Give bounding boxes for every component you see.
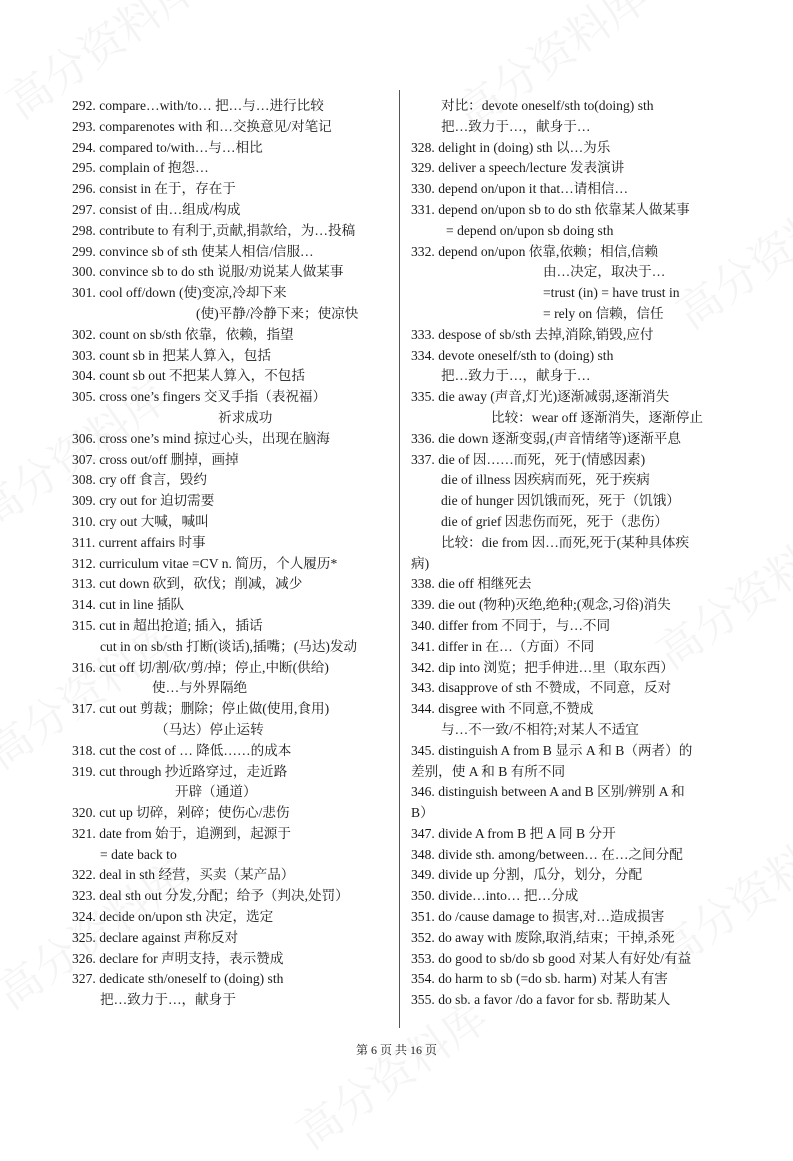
entry-line: 332. depend on/upon 依靠,依赖；相信,信赖 bbox=[411, 243, 658, 259]
entry-line: 335. die away (声音,灯光)逐渐减弱,逐渐消失 bbox=[411, 389, 670, 405]
column-divider bbox=[399, 90, 400, 1028]
entry-line: 323. deal sth out 分发,分配；给予（判决,处罚） bbox=[72, 888, 349, 904]
entry-line: die of hunger 因饥饿而死，死于（饥饿） bbox=[441, 493, 680, 509]
entry-line: 299. convince sb of sth 使某人相信/信服… bbox=[72, 243, 314, 259]
left-column bbox=[72, 96, 392, 1011]
entry-line: = date back to bbox=[100, 846, 177, 862]
entry-line: 311. current affairs 时事 bbox=[72, 534, 206, 550]
entry-line: 病) bbox=[411, 555, 430, 571]
entry-line: 309. cry out for 迫切需要 bbox=[72, 493, 215, 509]
entry-line: 把…致力于…，献身于 bbox=[100, 992, 236, 1008]
entry-line: 319. cut through 抄近路穿过，走近路 bbox=[72, 763, 288, 779]
entry-line: 比较：die from 因…而死,死于(某种具体疾 bbox=[441, 534, 690, 550]
entry-line: 304. count sb out 不把某人算入，不包括 bbox=[72, 368, 305, 384]
entry-line: 310. cry out 大喊，喊叫 bbox=[72, 513, 209, 529]
entry-line: 301. cool off/down (使)变凉,冷却下来 bbox=[72, 285, 287, 301]
entry-line: = rely on 信赖，信任 bbox=[543, 305, 664, 321]
entry-line: die of illness 因疾病而死，死于疾病 bbox=[441, 472, 650, 488]
entry-line: 344. disgree with 不同意,不赞成 bbox=[411, 701, 594, 717]
entry-line: 开辟（通道） bbox=[175, 784, 257, 800]
entry-line: 313. cut down 砍到，砍伐；削减，减少 bbox=[72, 576, 303, 592]
entry-line: 297. consist of 由…组成/构成 bbox=[72, 201, 241, 217]
entry-line: 326. declare for 声明支持，表示赞成 bbox=[72, 950, 284, 966]
entry-line: 342. dip into 浏览；把手伸进…里（取东西） bbox=[411, 659, 674, 675]
right-column bbox=[411, 96, 751, 1011]
entry-line: (使)平静/冷静下来；使凉快 bbox=[196, 305, 359, 321]
entry-line: 341. differ in 在…（方面）不同 bbox=[411, 638, 595, 654]
entry-line: 差别，使 A 和 B 有所不同 bbox=[411, 763, 566, 779]
entry-line: 由…决定，取决于… bbox=[543, 264, 666, 280]
entry-line: 338. die off 相继死去 bbox=[411, 576, 532, 592]
entry-line: 324. decide on/upon sth 决定，选定 bbox=[72, 909, 274, 925]
entry-line: 315. cut in 超出抢道; 插入，插话 bbox=[72, 617, 263, 633]
entry-line: 305. cross one’s fingers 交叉手指（表祝福） bbox=[72, 389, 327, 405]
entry-line: 351. do /cause damage to 损害,对…造成损害 bbox=[411, 909, 665, 925]
entry-line: 与…不一致/不相符;对某人不适宜 bbox=[441, 721, 639, 737]
entry-line: 348. divide sth. among/between… 在…之间分配 bbox=[411, 846, 683, 862]
entry-line: =trust (in) = have trust in bbox=[543, 285, 680, 301]
entry-line: 334. devote oneself/sth to (doing) sth bbox=[411, 347, 614, 363]
entry-line: 314. cut in line 插队 bbox=[72, 597, 185, 613]
entry-line: 307. cross out/off 删掉，画掉 bbox=[72, 451, 239, 467]
entry-line: 325. declare against 声称反对 bbox=[72, 929, 239, 945]
entry-line: 302. count on sb/sth 依靠，依赖，指望 bbox=[72, 326, 294, 342]
entry-line: 337. die of 因……而死，死于(情感因素) bbox=[411, 451, 646, 467]
entry-line: 使…与外界隔绝 bbox=[152, 680, 248, 696]
entry-line: 312. curriculum vitae =CV n. 简历，个人履历* bbox=[72, 555, 338, 571]
entry-line: 293. comparenotes with 和…交换意见/对笔记 bbox=[72, 118, 332, 134]
entry-line: 350. divide…into… 把…分成 bbox=[411, 888, 579, 904]
entry-line: 295. complain of 抱怨… bbox=[72, 160, 209, 176]
entry-line: 327. dedicate sth/oneself to (doing) sth bbox=[72, 971, 284, 987]
entry-line: 308. cry off 食言，毁约 bbox=[72, 472, 207, 488]
entry-line: 292. compare…with/to… 把…与…进行比较 bbox=[72, 98, 324, 113]
entry-line: 把…致力于…，献身于… bbox=[441, 118, 591, 134]
entry-line: 353. do good to sb/do sb good 对某人有好处/有益 bbox=[411, 950, 692, 966]
entry-line: 321. date from 始于，追溯到，起源于 bbox=[72, 825, 291, 841]
entry-line: 把…致力于…，献身于… bbox=[441, 368, 591, 384]
entry-line: 比较：wear off 逐渐消失，逐渐停止 bbox=[491, 409, 703, 425]
entry-line: 339. die out (物种)灭绝,绝种;(观念,习俗)消失 bbox=[411, 597, 671, 613]
entry-line: 354. do harm to sb (=do sb. harm) 对某人有害 bbox=[411, 971, 668, 987]
entry-line: 296. consist in 在于，存在于 bbox=[72, 181, 236, 197]
entry-line: = depend on/upon sb doing sth bbox=[446, 222, 614, 238]
entry-line: cut in on sb/sth 打断(谈话),插嘴；(马达)发动 bbox=[100, 638, 358, 654]
entry-line: 320. cut up 切碎，剁碎；使伤心/悲伤 bbox=[72, 805, 290, 821]
entry-line: 对比：devote oneself/sth to(doing) sth bbox=[441, 98, 654, 113]
page-footer: 第 6 页 共 16 页 bbox=[355, 1043, 437, 1057]
entry-line: 347. divide A from B 把 A 同 B 分开 bbox=[411, 825, 616, 841]
entry-line: die of grief 因悲伤而死，死于（悲伤） bbox=[441, 513, 668, 529]
entry-line: 298. contribute to 有利于,贡献,捐款给，为…投稿 bbox=[72, 222, 356, 238]
entry-line: 333. despose of sb/sth 去掉,消除,销毁,应付 bbox=[411, 326, 654, 342]
entry-line: 316. cut off 切/割/砍/剪/掉；停止,中断(供给) bbox=[72, 659, 329, 675]
entry-line: 352. do away with 废除,取消,结束；干掉,杀死 bbox=[411, 929, 675, 945]
entry-line: 328. delight in (doing) sth 以…为乐 bbox=[411, 139, 611, 155]
entry-line: 331. depend on/upon sb to do sth 依靠某人做某事 bbox=[411, 201, 690, 217]
entry-line: 329. deliver a speech/lecture 发表演讲 bbox=[411, 160, 625, 176]
entry-line: B） bbox=[411, 805, 434, 821]
entry-line: 317. cut out 剪裁；删除；停止做(使用,食用) bbox=[72, 701, 330, 717]
entry-line: 336. die down 逐渐变弱,(声音情绪等)逐渐平息 bbox=[411, 430, 681, 446]
entry-line: 294. compared to/with…与…相比 bbox=[72, 139, 263, 155]
entry-line: 330. depend on/upon it that…请相信… bbox=[411, 181, 629, 197]
entry-line: 祈求成功 bbox=[218, 409, 273, 425]
entry-line: 318. cut the cost of … 降低……的成本 bbox=[72, 742, 292, 758]
entry-line: 343. disapprove of sth 不赞成，不同意，反对 bbox=[411, 680, 672, 696]
entry-line: 349. divide up 分割，瓜分，划分，分配 bbox=[411, 867, 643, 883]
entry-line: 340. differ from 不同于，与…不同 bbox=[411, 617, 611, 633]
entry-line: 306. cross one’s mind 掠过心头，出现在脑海 bbox=[72, 430, 330, 446]
entry-line: 322. deal in sth 经营，买卖（某产品） bbox=[72, 867, 295, 883]
entry-line: 346. distinguish between A and B 区别/辨别 A 和 bbox=[411, 784, 685, 800]
entry-line: 303. count sb in 把某人算入，包括 bbox=[72, 347, 271, 363]
entry-line: 355. do sb. a favor /do a favor for sb. 帮助某人 bbox=[411, 992, 671, 1008]
entry-line: 300. convince sb to do sth 说服/劝说某人做某事 bbox=[72, 264, 344, 280]
entry-line: 345. distinguish A from B 显示 A 和 B（两者）的 bbox=[411, 742, 693, 758]
entry-line: （马达）停止运转 bbox=[155, 721, 264, 737]
